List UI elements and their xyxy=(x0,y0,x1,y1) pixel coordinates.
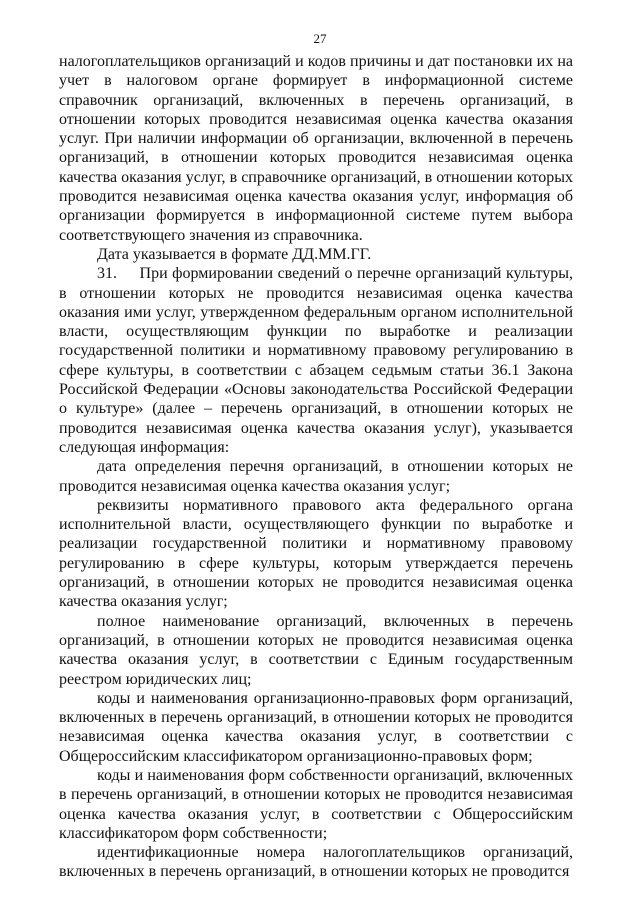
document-body xyxy=(59,52,573,882)
paragraph-ownership-codes: коды и наименования форм собственности организаций, включенных в перечень организаций, в отношении которых не проводится независимая оценка качества оказания услуг, в соответствии с Общероссийским классификатором форм собственности; xyxy=(59,766,573,842)
paragraph-date-format: Дата указывается в формате ДД.ММ.ГГ. xyxy=(97,245,372,263)
paragraph-list-date: дата определения перечня организаций, в отношении которых не проводится независимая оценка качества оказания услуг; xyxy=(59,458,573,495)
paragraph-tax-registry: налогоплательщиков организаций и кодов причины и дат постановки их на учет в налоговом органе формирует в информационной системе справочник организаций, включенных в перечень организаций, в отношении которых проводится независимая оценка качества оказания услуг. При наличии информации об организации, включенной в перечень организаций, в отношении которых проводится независимая оценка качества оказания услуг, в справочнике организаций, в отношении которых проводится независимая оценка качества оказания услуг, информация об организации формируется в информационной системе путем выбора соответствующего значения из справочника. xyxy=(59,53,573,244)
paragraph-item-31: 31. При формировании сведений о перечне организаций культуры, в отношении которых не проводится независимая оценка качества оказания ими услуг, утвержденном федеральным органом исполнительной власти, осуществляющим функции по выработке и реализации государственной политики и нормативному правовому регулированию в сфере культуры, в соответствии с абзацем седьмым статьи 36.1 Закона Российской Федерации «Основы законодательства Российской Федерации о культуре» (далее – перечень организаций, в отношении которых не проводится независимая оценка качества оказания услуг), указывается следующая информация: xyxy=(59,265,573,456)
paragraph-taxpayer-ids: идентификационные номера налогоплательщиков организаций, включенных в перечень организаций, в отношении которых не проводится xyxy=(59,844,573,881)
paragraph-legal-form-codes: коды и наименования организационно-правовых форм организаций, включенных в перечень организаций, в отношении которых не проводится независимая оценка качества оказания услуг, в соответствии с Общероссийским классификатором организационно-правовых форм; xyxy=(59,689,573,765)
paragraph-full-names: полное наименование организаций, включенных в перечень организаций, в отношении которых не проводится независимая оценка качества оказания услуг, в соответствии с Единым государственным реестром юридических лиц; xyxy=(59,612,573,688)
page-number: 27 xyxy=(313,31,327,46)
paragraph-legal-act-details: реквизиты нормативного правового акта федерального органа исполнительной власти, осуществляющего функции по выработке и реализации государственной политики и нормативному правовому регулированию в сфере культуры, которым утверждается перечень организаций, в отношении которых не проводится независимая оценка качества оказания услуг; xyxy=(59,496,573,611)
